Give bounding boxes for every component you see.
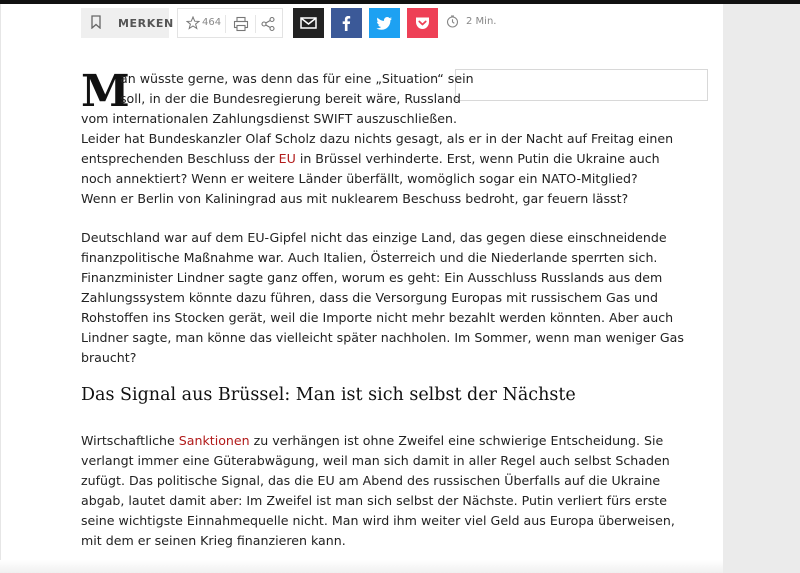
paragraph-line: verlangt immer eine Güterabwägung, weil man sich damit in aller Regel auch selbst Schaden — [81, 453, 670, 468]
text-segment: Wirtschaftliche — [81, 433, 179, 448]
paragraph-line: zufügt. Das politische Signal, das die EU am Abend des russischen Überfalls auf die Ukraine — [81, 473, 661, 488]
facebook-icon — [338, 15, 355, 31]
divider — [225, 15, 226, 33]
paragraph-line: Wenn er Berlin von Kaliningrad aus mit nuklearem Beschuss bedroht, gar feuern lässt? — [81, 191, 629, 206]
paragraph-line: Leider hat Bundeskanzler Olaf Scholz dazu nichts gesagt, als er in der Nacht auf Freitag einen — [81, 131, 674, 146]
bottom-fade — [0, 560, 723, 573]
twitter-icon — [376, 15, 393, 31]
clock-icon — [446, 15, 459, 28]
left-border — [0, 4, 1, 573]
eu-link[interactable]: EU — [278, 151, 296, 166]
paragraph-line: Zahlungssystem könnte dazu führen, dass die Versorgung Europas mit russischem Gas und — [81, 290, 659, 305]
paragraph-line: noch annektiert? Wenn er weitere Länder überfällt, womöglich sogar ein NATO-Mitglied? — [81, 171, 638, 186]
paragraph-line: finanzpolitische Maßnahme war. Auch Italien, Österreich und die Niederlande sperrten sich. — [81, 250, 658, 265]
email-share-button[interactable] — [293, 8, 324, 38]
mail-icon — [300, 15, 317, 31]
action-group — [177, 8, 283, 38]
bookmark-icon — [91, 15, 101, 29]
star-count: 464 — [202, 17, 222, 28]
paragraph-line: Lindner sagte, man könne das vielleicht später nachholen. Im Sommer, wenn man weniger Gas — [81, 330, 684, 345]
paragraph-line: Finanzminister Lindner sagte ganz offen, worum es geht: Ein Ausschluss Russlands aus dem — [81, 270, 663, 285]
paragraph-line: abgab, lautet damit aber: Im Zweifel ist man sich selbst der Nächste. Putin verliert fürs erste — [81, 493, 667, 508]
ad-placeholder — [455, 69, 708, 101]
share-icon[interactable] — [260, 16, 276, 32]
text-segment: entsprechenden Beschluss der — [81, 151, 279, 166]
read-time: 2 Min. — [466, 16, 497, 27]
paragraph-line: braucht? — [81, 350, 137, 365]
pocket-share-button[interactable] — [407, 8, 438, 38]
divider — [255, 15, 256, 33]
paragraph-line: vom internationalen Zahlungsdienst SWIFT auszuschließen. — [81, 111, 458, 126]
text-segment: in Brüssel verhinderte. Erst, wenn Putin die Ukraine auch — [295, 151, 660, 166]
paragraph-line — [81, 431, 663, 451]
right-sidebar — [723, 4, 800, 573]
text-segment: zu verhängen ist ohne Zweifel eine schwierige Entscheidung. Sie — [249, 433, 664, 448]
twitter-share-button[interactable] — [369, 8, 400, 38]
bookmark-label: MERKEN — [118, 17, 174, 30]
star-icon[interactable] — [186, 16, 200, 30]
drop-cap: M — [81, 66, 130, 117]
top-bar — [0, 0, 800, 4]
paragraph-line: an wüsste gerne, was denn das für eine „Situation“ sein — [120, 71, 474, 86]
paragraph-line: mit dem er seinen Krieg finanzieren kann. — [81, 533, 346, 548]
bookmark-button[interactable] — [81, 8, 174, 38]
facebook-share-button[interactable] — [331, 8, 362, 38]
paragraph-line: seine wichtigste Einnahmequelle nicht. Man wird ihm weiter viel Geld aus Europa überweisen, — [81, 513, 675, 528]
paragraph-line: Rohstoffen ins Stocken gerät, weil die Importe nicht mehr bezahlt werden könnten. Aber auch — [81, 310, 674, 325]
pocket-icon — [414, 15, 431, 31]
print-icon[interactable] — [233, 16, 249, 32]
paragraph-line — [81, 149, 660, 169]
section-heading: Das Signal aus Brüssel: Man ist sich selbst der Nächste — [81, 385, 576, 405]
paragraph-line: soll, in der die Bundesregierung bereit wäre, Russland — [120, 91, 461, 106]
sanktionen-link[interactable]: Sanktionen — [178, 433, 250, 448]
paragraph-line: Deutschland war auf dem EU-Gipfel nicht das einzige Land, das gegen diese einschneidende — [81, 230, 667, 245]
